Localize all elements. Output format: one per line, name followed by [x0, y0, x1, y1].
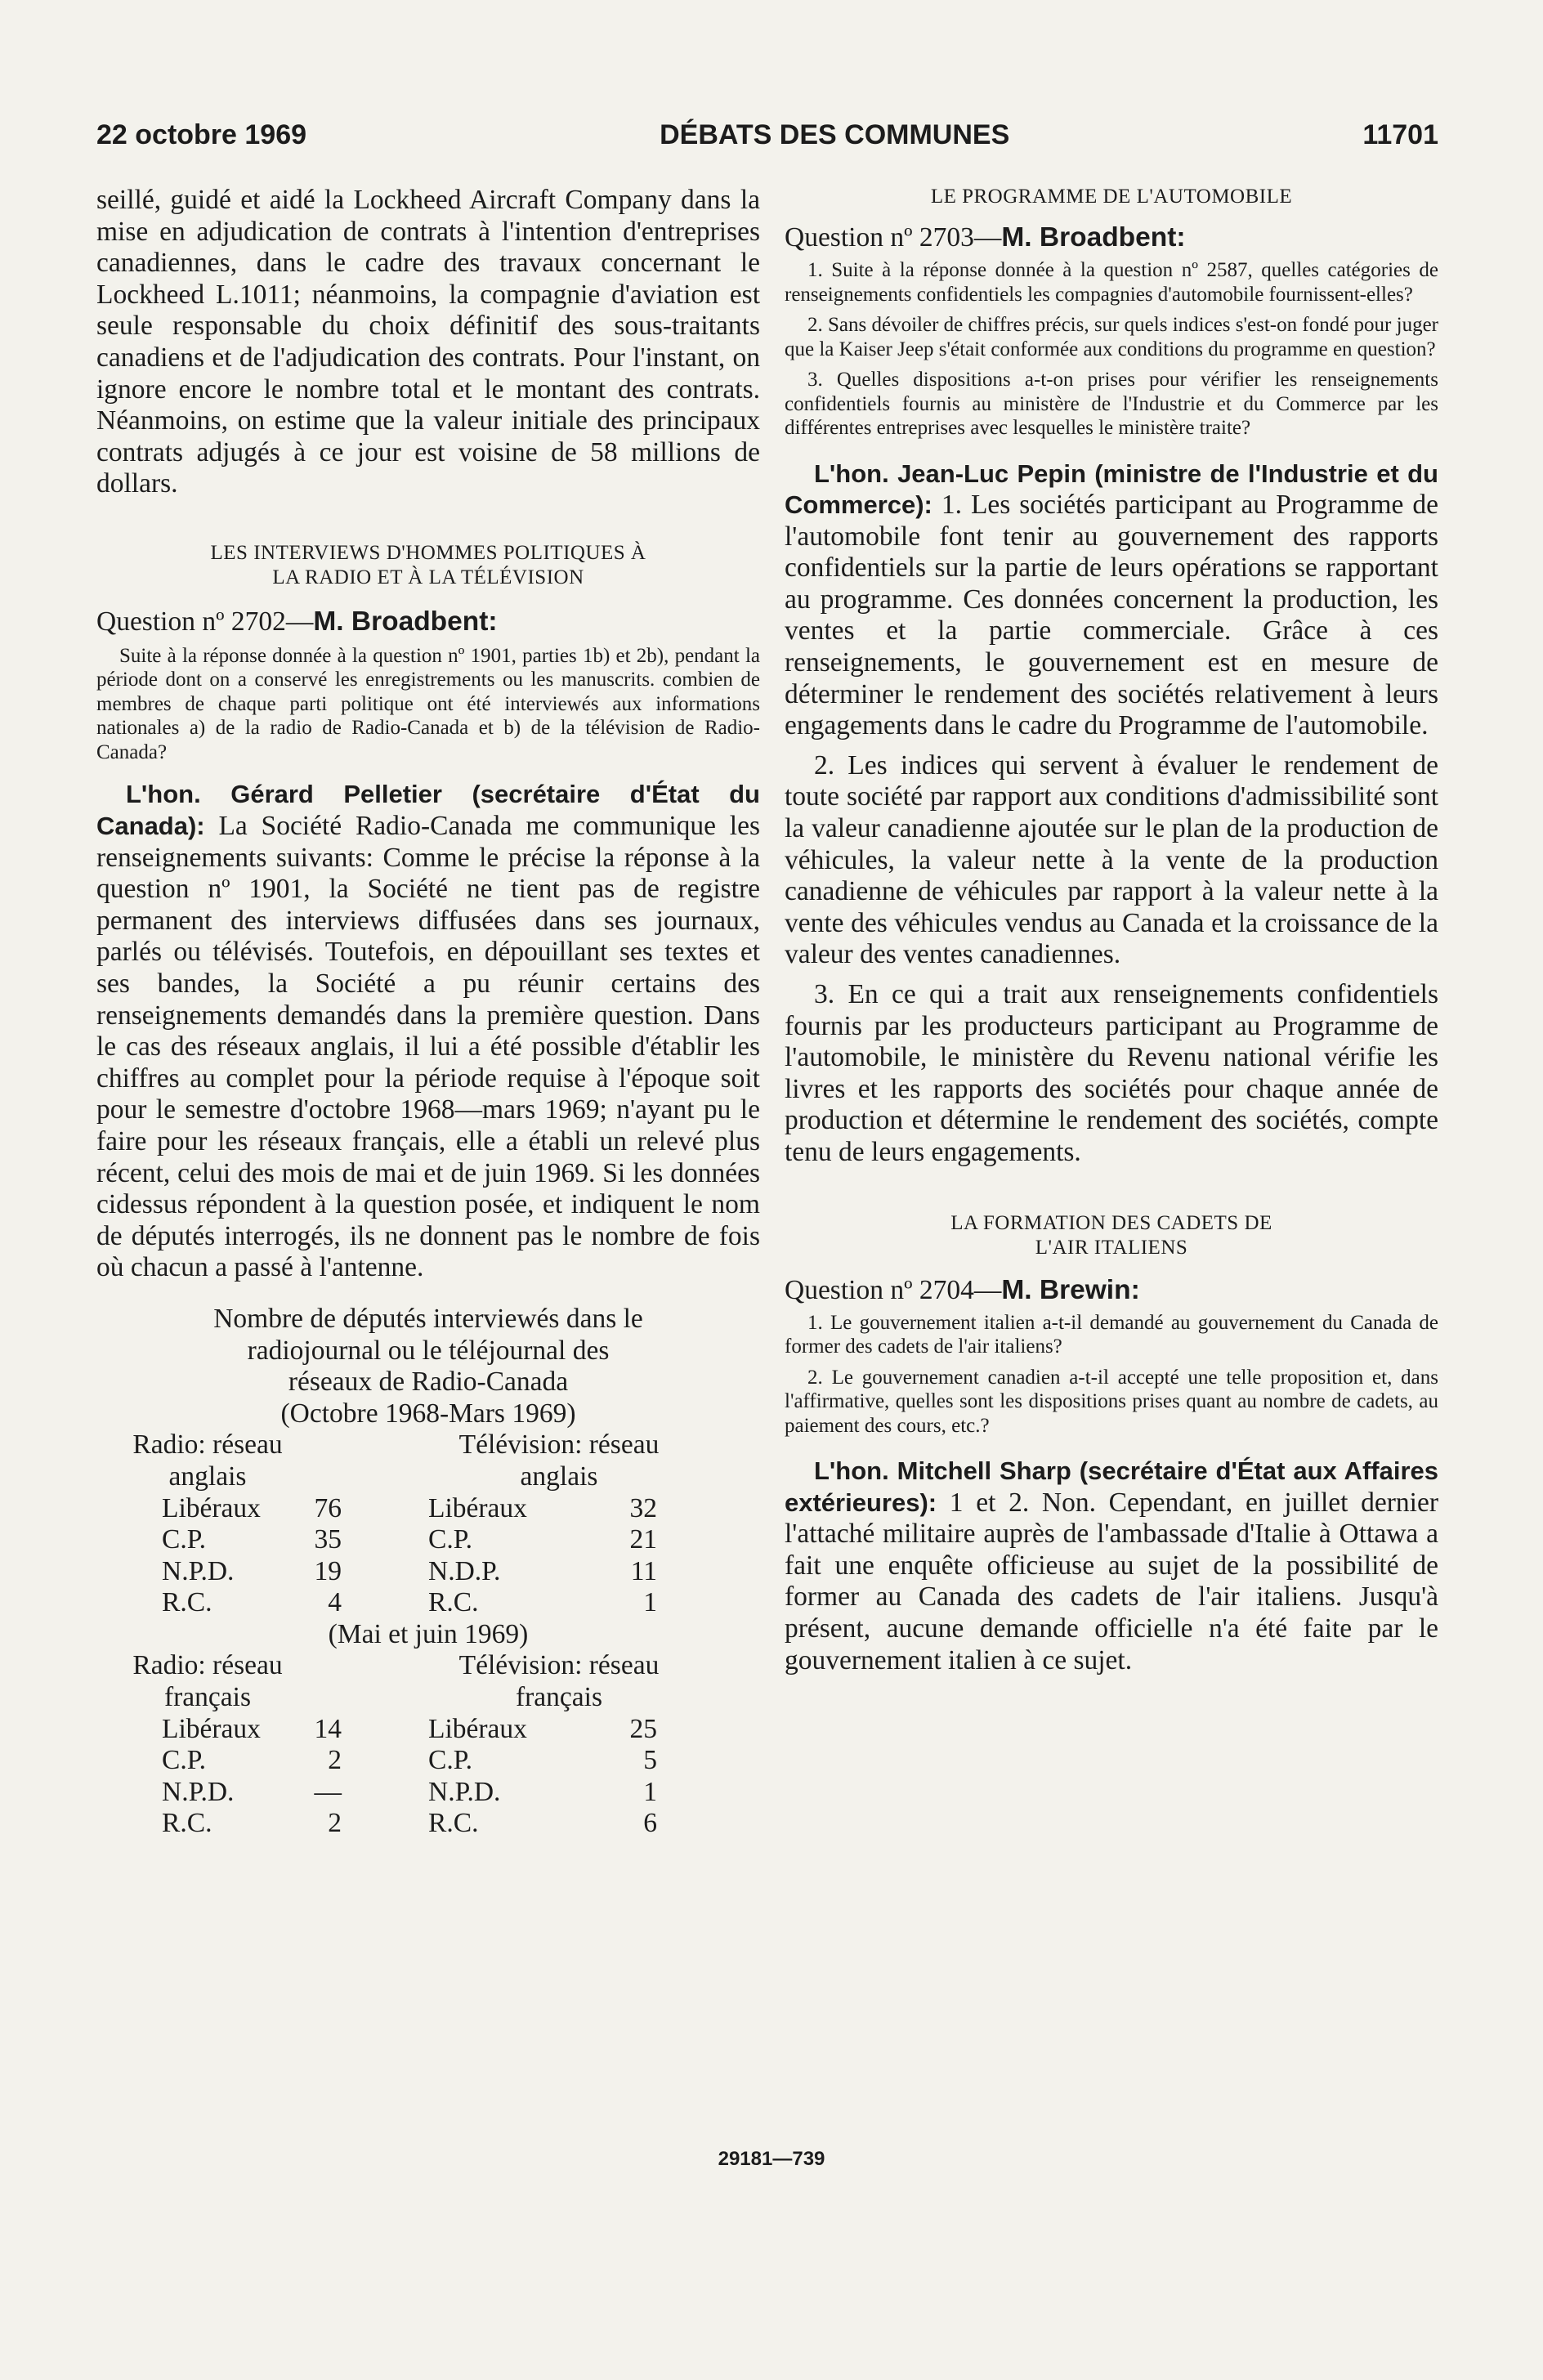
party-name: N.P.D. — [162, 1776, 235, 1807]
table-row — [96, 1808, 428, 1840]
party-name: N.P.D. — [162, 1555, 235, 1586]
table-row — [428, 1556, 760, 1588]
question-2704-part1: 1. Le gouvernement italien a-t-il demandé au gouvernement du Canada de former des cadets de l'air italiens? — [785, 1311, 1438, 1358]
table-french-networks — [96, 1650, 760, 1840]
party-count: 25 — [629, 1713, 657, 1744]
party-count: 6 — [643, 1808, 657, 1839]
question-2703-part1: 1. Suite à la réponse donnée à la question nº 2587, quelles catégories de renseignements confidentiels les compagnies d'automobile fournissent-elles? — [785, 259, 1438, 306]
block-subhead: français — [515, 1682, 602, 1713]
block-head: Radio: réseau — [132, 1429, 283, 1461]
table-english-networks — [96, 1429, 760, 1619]
block-radio-anglais — [96, 1429, 428, 1619]
party-name: R.C. — [428, 1808, 479, 1839]
running-head — [96, 119, 1438, 160]
block-subhead: anglais — [168, 1461, 247, 1492]
table-row — [428, 1493, 760, 1525]
party-count: 4 — [328, 1587, 342, 1618]
question-member: M. Broadbent: — [313, 606, 498, 637]
section-title-interviews-line2: LA RADIO ET À LA TÉLÉVISION — [272, 566, 584, 588]
table-row — [428, 1524, 760, 1556]
party-count: 32 — [629, 1492, 657, 1523]
block-television-anglais — [428, 1429, 760, 1619]
party-count: — — [314, 1776, 342, 1807]
party-count: 14 — [314, 1713, 342, 1744]
answer-2704-text: 1 et 2. Non. Cependant, en juillet dernier l'attaché militaire auprès de l'ambassade d'Italie à Ottawa a fait une enquête officieuse au sujet de la possibilité de former au Canada des cadets de l'air italiens. Jusqu'à présent, aucune demande officielle n'a été faite par le gouvernement italien à ce sujet. — [785, 1487, 1439, 1675]
party-name: C.P. — [428, 1524, 473, 1555]
block-subhead: anglais — [520, 1461, 598, 1492]
table-row — [428, 1777, 760, 1809]
question-2703-part2: 2. Sans dévoiler de chiffres précis, sur quels indices s'est-on fondé pour juger que la Kaiser Jeep s'était conformée aux conditions du programme en question? — [785, 314, 1438, 360]
party-name: C.P. — [162, 1745, 207, 1776]
party-count: 2 — [328, 1808, 342, 1839]
table-row — [96, 1493, 428, 1525]
block-radio-francais — [96, 1650, 428, 1840]
table-row — [96, 1587, 428, 1619]
block-head: Radio: réseau — [132, 1650, 283, 1681]
party-name: Libéraux — [428, 1492, 527, 1523]
party-count: 5 — [643, 1745, 657, 1776]
table-period-1: (Octobre 1968-Mars 1969) — [280, 1398, 576, 1429]
block-subhead: français — [163, 1682, 251, 1713]
question-number: Question nº 2703— — [785, 222, 1002, 253]
question-number: Question nº 2704— — [785, 1274, 1002, 1305]
party-name: R.C. — [162, 1587, 212, 1618]
table-row — [96, 1745, 428, 1777]
block-head: Télévision: réseau — [458, 1429, 660, 1461]
answer-2704 — [785, 1456, 1438, 1676]
table-row — [96, 1524, 428, 1556]
table-row — [96, 1714, 428, 1746]
table-title-line1: Nombre de députés interviewés dans le — [213, 1303, 643, 1334]
answer-2702-text: La Société Radio-Canada me communique les renseignements suivants: Comme le précise la réponse à la question nº 1901, la Société ne tient pas de registre permanent des interviews diffusées dans ses journaux, parlés ou télévisés. Toutefois, en dépouillant ses textes et ses bandes, la Société a pu réunir certains des renseignements demandés dans la première question. Dans le cas des réseaux anglais, il lui a été possible d'établir les chiffres au complet pour la période requise à l'époque soit pour le semestre d'octobre 1968—mars 1969; n'ayant pu le faire pour les réseaux français, elle a établi un relevé plus récent, celui des mois de mai et de juin 1969. Si les données cidessus répondent à la question posée, et indiquent le nom de députés interrogés, ils ne donnent pas le nombre de fois où chacun a passé à l'antenne. — [96, 811, 760, 1283]
block-head: Télévision: réseau — [458, 1650, 660, 1681]
party-name: R.C. — [162, 1808, 212, 1839]
party-count: 11 — [630, 1555, 657, 1586]
speaker-sharp: L'hon. Mitchell Sharp (secrétaire d'État aux Affaires extérieures): — [785, 1456, 1438, 1517]
answer-2703-part3: 3. En ce qui a trait aux renseignements confidentiels fournis par les producteurs participant au Programme de l'automobile, le ministère du Revenu national vérifie les livres et les rapports des sociétés pour chaque année de production et détermine le rendement des sociétés, compte tenu de leurs engagements. — [785, 979, 1438, 1167]
party-name: Libéraux — [162, 1492, 261, 1523]
section-title-interviews-line1: LES INTERVIEWS D'HOMMES POLITIQUES À — [210, 541, 646, 564]
table-row — [96, 1556, 428, 1588]
speaker-pelletier: L'hon. Gérard Pelletier (secrétaire d'État du Canada): — [96, 780, 760, 841]
party-count: 21 — [629, 1524, 657, 1555]
question-2704-part2: 2. Le gouvernement canadien a-t-il accepté une telle proposition et, dans l'affirmative, quelles sont les dispositions prises quant au nombre de cadets, au paiement des cours, etc.? — [785, 1366, 1438, 1437]
table-title-line2: radiojournal ou le téléjournal des — [247, 1335, 610, 1366]
table-row — [96, 1777, 428, 1809]
answer-2702 — [96, 779, 760, 1284]
party-name: C.P. — [162, 1524, 207, 1555]
right-column — [785, 185, 1438, 1676]
answer-2703-part2: 2. Les indices qui servent à évaluer le rendement de toute société par rapport aux conditions d'admissibilité sont la valeur canadienne ajoutée sur le plan de la production de véhicules, la valeur nette à la vente de la production canadienne de véhicules par rapport à la valeur nette à la vente des véhicules vendus au Canada et la croissance de la valeur des ventes canadiennes. — [785, 749, 1438, 970]
party-count: 1 — [643, 1587, 657, 1618]
speaker-pepin: L'hon. Jean-Luc Pepin (ministre de l'Industrie et du Commerce): — [785, 459, 1438, 520]
header-date: 22 octobre 1969 — [96, 119, 307, 150]
left-column — [96, 185, 760, 1840]
question-2703-part3: 3. Quelles dispositions a-t-on prises pour vérifier les renseignements confidentiels fournis au ministère de l'Industrie et du Commerce par les différentes entreprises avec lesquelles le ministère traite? — [785, 369, 1438, 439]
section-title-automobile: LE PROGRAMME DE L'AUTOMOBILE — [930, 186, 1293, 208]
continued-paragraph: seillé, guidé et aidé la Lockheed Aircraft Company dans la mise en adjudication de contrats à l'intention d'entreprises canadiennes, dans le cadre des travaux concernant le Lockheed L.1011; néanmoins, la compagnie d'aviation est seule responsable du choix définitif des sous-traitants canadiens et de l'adjudication des contrats. Pour l'instant, on ignore encore le nombre total et le montant des contrats. Néanmoins, on estime que la valeur initiale des principaux contrats adjugés à ce jour est voisine de 58 millions de dollars. — [96, 185, 760, 499]
party-count: 35 — [314, 1524, 342, 1555]
question-number: Question nº 2702— — [96, 606, 314, 637]
block-television-francais — [428, 1650, 760, 1840]
party-count: 2 — [328, 1745, 342, 1776]
question-heading-2702 — [96, 606, 760, 638]
party-name: N.D.P. — [428, 1555, 501, 1586]
question-heading-2704 — [785, 1275, 1438, 1306]
party-count: 76 — [314, 1492, 342, 1523]
table-title-line3: réseaux de Radio-Canada — [288, 1367, 569, 1398]
party-name: C.P. — [428, 1745, 473, 1776]
table-row — [428, 1714, 760, 1746]
interviews-table — [96, 1304, 760, 1840]
party-name: R.C. — [428, 1587, 479, 1618]
question-text-2702: Suite à la réponse donnée à la question nº 1901, parties 1b) et 2b), pendant la période dont on a conservé les enregistrements ou les manuscrits. combien de membres de chaque parti politique ont été interviewés aux informations nationales a) de la radio de Radio-Canada et b) de la télévision de Radio-Canada? — [96, 644, 760, 763]
table-row — [428, 1745, 760, 1777]
header-page-number: 11701 — [1362, 119, 1438, 150]
party-name: Libéraux — [162, 1713, 261, 1744]
party-name: Libéraux — [428, 1713, 527, 1744]
party-name: N.P.D. — [428, 1776, 501, 1807]
table-row — [428, 1587, 760, 1619]
question-heading-2703 — [785, 222, 1438, 253]
answer-2703-part1-text: 1. Les sociétés participant au Programme de l'automobile font tenir au gouvernement des rapports confidentiels sur la partie de leurs opérations se rapportant au programme. Ces données concernent la production, les ventes et la partie commerciale. Grâce à ces renseignements, le gouvernement est en mesure de déterminer le rendement des sociétés relativement à leurs engagements dans le cadre du Programme de l'automobile. — [785, 490, 1438, 741]
party-count: 19 — [314, 1555, 342, 1586]
question-member: M. Brewin: — [1001, 1274, 1140, 1305]
header-title: DÉBATS DES COMMUNES — [660, 119, 1010, 150]
party-count: 1 — [643, 1776, 657, 1807]
question-member: M. Broadbent: — [1001, 222, 1186, 253]
answer-2703-part1 — [785, 459, 1438, 742]
table-row — [428, 1808, 760, 1840]
section-title-cadets-line2: L'AIR ITALIENS — [1035, 1236, 1188, 1259]
section-title-cadets-line1: LA FORMATION DES CADETS DE — [950, 1211, 1272, 1234]
table-period-2: (Mai et juin 1969) — [328, 1618, 529, 1649]
footer-print-code: 29181—739 — [718, 2148, 825, 2170]
